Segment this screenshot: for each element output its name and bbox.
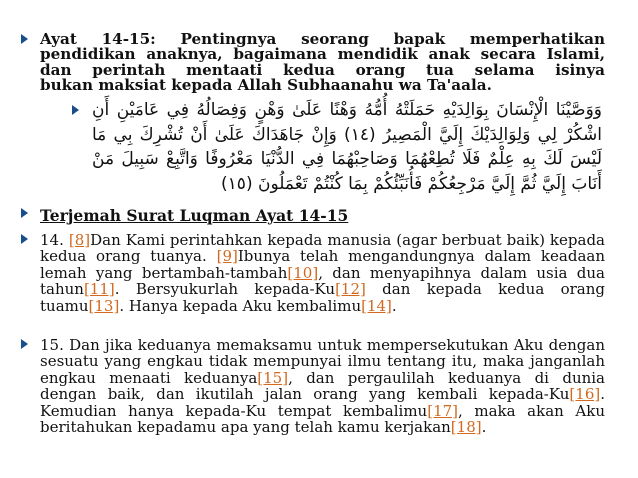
verse-text: , dan menyapihnya dalam usia dua tahun — [40, 263, 605, 299]
footnote-link-17[interactable]: [17] — [427, 401, 459, 420]
heading-line-4: bukan maksiat kepada Allah Subhaanahu wa Ta'aala. — [40, 75, 492, 94]
footnote-link-16[interactable]: [16] — [569, 385, 601, 404]
verse-15-translation — [40, 337, 605, 435]
verse-text: dan kepada kedua orang tuamu — [40, 280, 605, 315]
heading-line-3: Islami, dan perintah mentaati kedua orang tua selama isinya — [40, 45, 605, 79]
footnote-link-9[interactable]: [9] — [216, 247, 238, 266]
verse-text: , maka akan Aku beritahukan kepadamu apa yang telah kamu kerjakan — [40, 401, 605, 437]
verse-text: Dan jika keduanya memaksamu untuk mempersekutukan Aku dengan sesuatu yang engkau tidak mempunyai ilmu tentang itu, maka janganlah engkau menaati keduanya — [40, 336, 605, 387]
footnote-link-13[interactable]: [13] — [88, 296, 120, 315]
verse-text: Ibunya telah mengandungnya dalam keadaan lemah yang bertambah-tambah — [40, 247, 605, 282]
verse-text: . — [391, 296, 397, 315]
heading-line-2: pendidikan anaknya, bagaimana mendidik anak secara — [40, 45, 536, 64]
bullet-arrow-icon — [21, 208, 28, 218]
ayat-14-15-heading — [40, 32, 605, 93]
footnote-link-10[interactable]: [10] — [287, 263, 319, 282]
verse-number: 14. — [40, 231, 64, 249]
verse-text: . Hanya kepada Aku kembalimu — [119, 296, 362, 315]
footnote-link-12[interactable]: [12] — [335, 280, 366, 299]
bullet-arrow-icon — [72, 105, 79, 115]
bullet-arrow-icon — [21, 34, 28, 44]
verse-text: . Bersyukurlah kepada-Ku — [114, 280, 336, 299]
footnote-link-8[interactable]: [8] — [68, 231, 91, 249]
verse-text: . — [481, 418, 487, 437]
translation-heading — [40, 206, 605, 225]
footnote-link-14[interactable]: [14] — [361, 296, 392, 315]
verse-14-translation — [40, 232, 605, 314]
footnote-link-11[interactable]: [11] — [83, 280, 115, 299]
bullet-arrow-icon — [21, 339, 28, 349]
verse-number: 15. — [40, 336, 64, 354]
footnote-link-18[interactable]: [18] — [450, 418, 482, 437]
footnote-link-15[interactable]: [15] — [257, 368, 289, 387]
verse-text: , dan pergaulilah keduanya di dunia dengan baik, dan ikutilah jalan orang yang kembali kepada-Ku — [40, 368, 606, 404]
heading-line-1: Ayat 14-15: Pentingnya seorang bapak memperhatikan — [40, 30, 605, 48]
bullet-arrow-icon — [21, 234, 28, 244]
translation-heading-text: Terjemah Surat Luqman Ayat 14-15 — [40, 206, 349, 225]
arabic-verse: وَوَصَّيْنَا الْإِنْسَانَ بِوَالِدَيْهِ حَمَلَتْهُ أُمُّهُ وَهْنًا عَلَىٰ وَهْنٍ وَفِصَالُهُ فِي عَامَيْنِ أَنِ اشْكُرْ لِي وَلِوَالِدَيْكَ إِلَيَّ الْمَصِيرُ (١٤) وَإِنْ جَاهَدَاكَ عَلَىٰ أَنْ تُشْرِكَ بِي مَا لَيْسَ لَكَ بِهِ عِلْمٌ فَلَا تُطِعْهُمَا وَصَاحِبْهُمَا فِي الدُّنْيَا مَعْرُوفًا وَاتَّبِعْ سَبِيلَ مَنْ أَنَابَ إِلَيَّ ثُمَّ إِلَيَّ مَرْجِعُكُمْ فَأُنَبِّئُكُمْ بِمَا كُنْتُمْ تَعْمَلُونَ (١٥) — [92, 100, 602, 194]
verse-text: Dan Kami perintahkan kepada manusia (agar berbuat baik) kepada kedua orang tuanya. — [40, 231, 605, 266]
verse-text: . Kemudian hanya kepada-Ku tempat kembalimu — [40, 385, 605, 420]
